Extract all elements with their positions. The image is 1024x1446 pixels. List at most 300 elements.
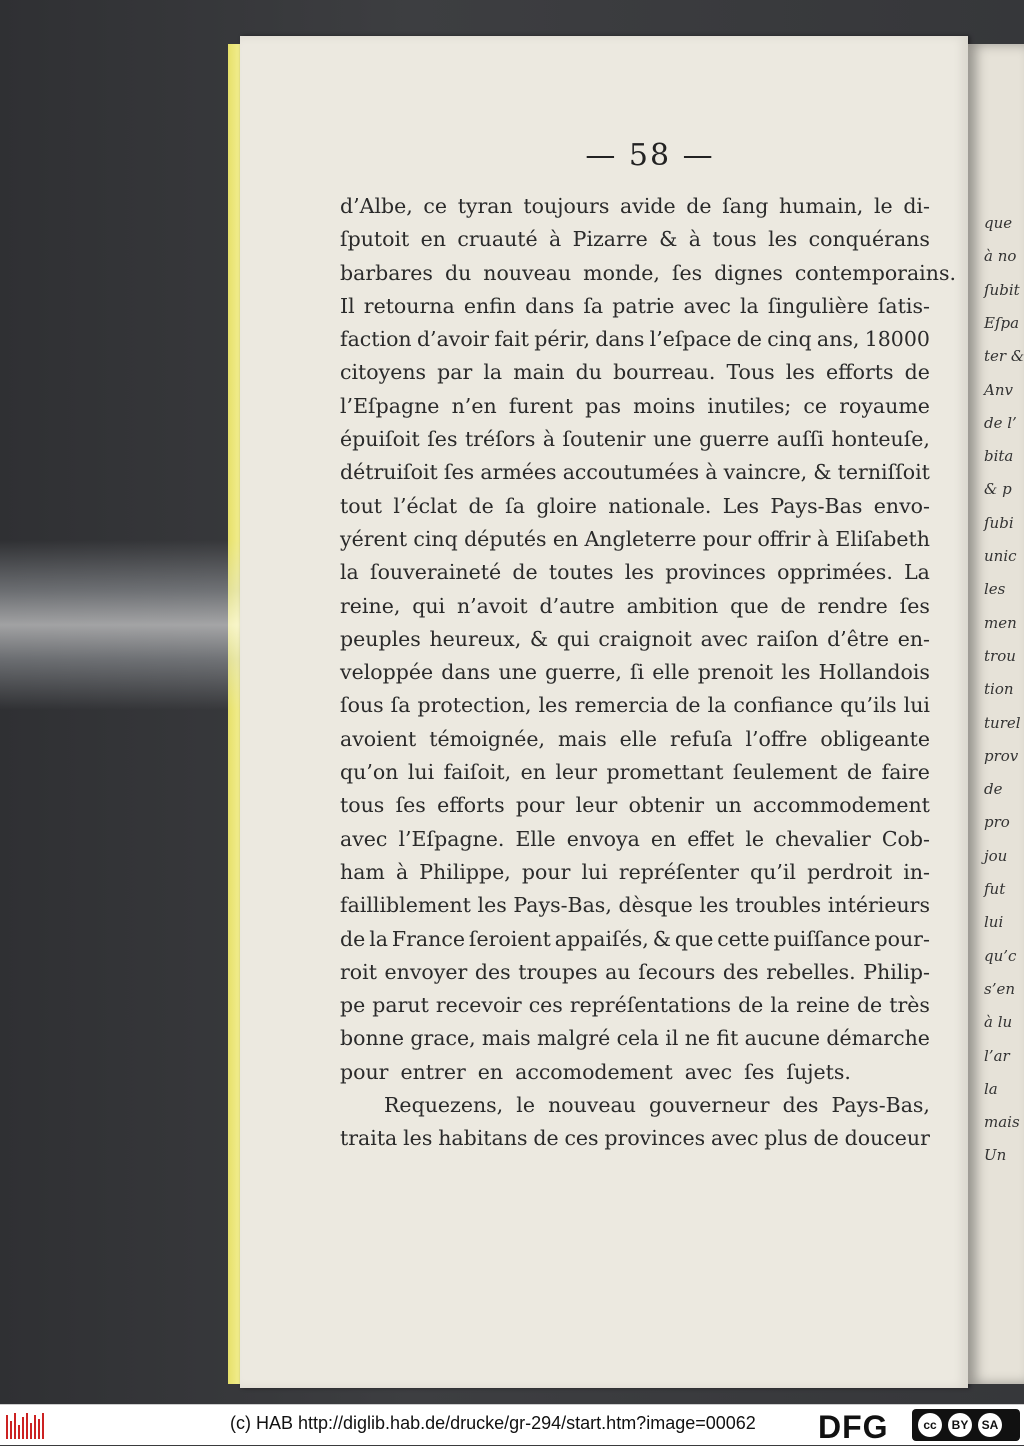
word: plus bbox=[764, 1126, 808, 1151]
word: cinq bbox=[413, 526, 458, 551]
facing-page-fragment: Eſpa bbox=[984, 313, 1020, 332]
word: dans bbox=[595, 327, 645, 352]
word: le bbox=[745, 826, 765, 851]
word: témoignée, bbox=[429, 726, 546, 751]
word: bonne bbox=[340, 1026, 405, 1051]
text-line bbox=[340, 1056, 930, 1089]
word: Pays-Bas bbox=[770, 493, 863, 518]
word: l’eſpace bbox=[649, 327, 732, 352]
word: de bbox=[512, 560, 538, 585]
word: envoyer bbox=[384, 959, 468, 984]
word: épuiſoit bbox=[340, 427, 420, 452]
word: intérieurs bbox=[827, 893, 930, 918]
word: ſes bbox=[744, 1059, 775, 1084]
word: ſes bbox=[443, 460, 475, 485]
word: main bbox=[513, 360, 565, 385]
word: n’en bbox=[451, 393, 497, 418]
word: la bbox=[483, 360, 503, 385]
facing-page-fragment: l’ar bbox=[984, 1046, 1010, 1065]
word: que bbox=[730, 593, 769, 618]
word: Philippe, bbox=[419, 859, 511, 884]
word: des bbox=[722, 959, 759, 984]
word: de bbox=[533, 1126, 559, 1151]
page-body-text bbox=[340, 190, 956, 1156]
text-line bbox=[340, 590, 930, 623]
word: accommodement bbox=[752, 793, 930, 818]
word: remercia bbox=[574, 693, 669, 718]
word: fit bbox=[716, 1026, 739, 1051]
page-number: — 58 — bbox=[585, 138, 715, 173]
word: aucune bbox=[744, 1026, 821, 1051]
word: di- bbox=[903, 194, 930, 218]
word: conquérans bbox=[808, 227, 930, 252]
word: avec bbox=[700, 626, 748, 651]
word: pe bbox=[340, 993, 366, 1018]
word: ſecours bbox=[638, 959, 716, 984]
word: citoyens bbox=[340, 360, 427, 385]
word: d’être bbox=[827, 626, 890, 651]
word: en bbox=[477, 1059, 504, 1084]
word: prenoit bbox=[697, 660, 774, 685]
word: douceur bbox=[844, 1126, 930, 1151]
word: cinq bbox=[767, 327, 812, 352]
word: reine bbox=[796, 993, 850, 1018]
word: détruiſoit bbox=[340, 460, 438, 485]
word: députés bbox=[464, 526, 547, 551]
text-line bbox=[340, 789, 930, 822]
word: à bbox=[688, 227, 701, 252]
word: roit bbox=[340, 959, 377, 984]
word: dans bbox=[525, 293, 575, 318]
word: à bbox=[705, 460, 718, 485]
text-line bbox=[340, 1122, 930, 1155]
word: faction bbox=[340, 327, 412, 352]
text-line bbox=[340, 656, 930, 689]
word: pour- bbox=[874, 926, 930, 951]
word: elle bbox=[619, 726, 658, 751]
word: du bbox=[444, 260, 472, 285]
word: rebelles. bbox=[766, 959, 856, 984]
word: habitans bbox=[438, 1126, 528, 1151]
word: ces bbox=[528, 993, 563, 1018]
word: tréſors bbox=[464, 427, 536, 452]
dfg-logo[interactable]: DFG bbox=[818, 1409, 889, 1445]
text-line bbox=[340, 356, 930, 389]
word: ſes bbox=[899, 593, 930, 618]
word: d’autre bbox=[539, 593, 615, 618]
word: terniſſoit bbox=[837, 460, 930, 485]
word: perdroit bbox=[807, 859, 893, 884]
word: lui bbox=[903, 693, 930, 718]
word: & bbox=[529, 626, 549, 651]
cc-license-badge[interactable] bbox=[912, 1409, 1020, 1441]
word: pas bbox=[585, 393, 622, 418]
text-line bbox=[340, 556, 930, 589]
facing-page-fragment: s’en bbox=[984, 979, 1016, 998]
facing-page-fragment: ſubi bbox=[984, 513, 1014, 532]
word: accomodement bbox=[515, 1059, 673, 1084]
facing-page-fragment: fut bbox=[984, 880, 1006, 898]
text-line bbox=[340, 689, 930, 722]
word: avec bbox=[711, 1126, 759, 1151]
word: les bbox=[699, 893, 729, 918]
word: en bbox=[520, 760, 546, 785]
word: 18000 bbox=[864, 327, 930, 352]
facing-page-fragment: la bbox=[984, 1079, 998, 1098]
facing-page-fragment: & p bbox=[984, 480, 1012, 499]
facing-page-fragment: les bbox=[984, 580, 1006, 599]
word: le bbox=[516, 1093, 535, 1118]
word: ſujets. bbox=[786, 1059, 851, 1084]
word: un bbox=[715, 793, 742, 818]
word: troupes bbox=[518, 959, 598, 984]
word: pour bbox=[515, 793, 565, 818]
word: humain, bbox=[778, 194, 864, 218]
word: les bbox=[538, 693, 568, 718]
word: ſes bbox=[395, 793, 426, 818]
word: les bbox=[785, 360, 815, 385]
word: ſeulement bbox=[732, 760, 838, 785]
text-line bbox=[340, 723, 930, 756]
facing-page-fragment: turel bbox=[984, 713, 1021, 732]
facing-page-fragment: à lu bbox=[984, 1013, 1013, 1032]
text-line bbox=[340, 956, 930, 989]
word: ſang bbox=[722, 194, 769, 218]
word: leur bbox=[575, 793, 618, 818]
word: provinces bbox=[604, 1126, 706, 1151]
word: de bbox=[856, 993, 883, 1018]
word: leur bbox=[555, 760, 598, 785]
word: chevalier bbox=[775, 826, 871, 851]
word: offrir bbox=[757, 526, 811, 551]
facing-page-fragment: tion bbox=[984, 680, 1014, 699]
word: périr, bbox=[534, 327, 590, 352]
word: reine, bbox=[340, 593, 401, 618]
word: l’Eſpagne. bbox=[398, 826, 505, 851]
word: toutes bbox=[548, 560, 614, 585]
word: confiance bbox=[733, 693, 834, 718]
word: efforts bbox=[437, 793, 505, 818]
facing-page-fragment: Un bbox=[984, 1146, 1007, 1165]
word: armées bbox=[480, 460, 557, 485]
word: recevoir bbox=[435, 993, 522, 1018]
word: les bbox=[403, 1126, 433, 1151]
word: appaiſés, bbox=[554, 926, 649, 951]
facing-page-fragment: men bbox=[984, 613, 1017, 632]
word: la bbox=[739, 293, 759, 318]
text-line bbox=[340, 423, 930, 456]
text-line bbox=[340, 223, 930, 256]
word: Les bbox=[722, 493, 760, 518]
word: accoutumées bbox=[562, 460, 700, 485]
word: Il bbox=[340, 293, 355, 318]
word: d’avoir bbox=[416, 327, 490, 352]
word: dans bbox=[441, 660, 491, 685]
word: n’avoit bbox=[456, 593, 528, 618]
word: repréſentations bbox=[569, 993, 732, 1018]
word: & bbox=[813, 460, 832, 485]
word: Pizarre bbox=[572, 227, 648, 252]
word: rendre bbox=[817, 593, 888, 618]
word: de bbox=[738, 993, 764, 1018]
word: mais bbox=[481, 1026, 531, 1051]
word: guerre, bbox=[545, 660, 622, 685]
text-line bbox=[340, 323, 930, 356]
word: Angleterre bbox=[584, 526, 697, 551]
word: en bbox=[420, 227, 447, 252]
word: promettant bbox=[606, 760, 724, 785]
word: barbares bbox=[340, 260, 433, 285]
facing-page-fragment: unic bbox=[984, 547, 1017, 565]
facing-page-edge bbox=[968, 44, 1024, 1384]
word: la bbox=[369, 926, 388, 951]
word: honteuſe, bbox=[831, 427, 930, 452]
word: ambition bbox=[626, 593, 719, 618]
citation-link[interactable]: (c) HAB http://diglib.hab.de/drucke/gr-294/start.htm?image=00062 bbox=[230, 1413, 756, 1433]
word: toujours bbox=[523, 194, 610, 218]
facing-page-fragment: Anv bbox=[984, 380, 1013, 399]
word: envoya bbox=[566, 826, 640, 851]
word: les bbox=[781, 660, 811, 685]
word: Cob- bbox=[881, 826, 930, 851]
word: très bbox=[889, 993, 930, 1018]
word: démarche bbox=[826, 1026, 930, 1051]
word: troubles bbox=[735, 893, 822, 918]
word: cela bbox=[616, 1026, 659, 1051]
word: ſputoit bbox=[340, 227, 410, 252]
word: obligeante bbox=[820, 726, 930, 751]
word: tous bbox=[712, 227, 757, 252]
word: l’Eſpagne bbox=[340, 393, 440, 418]
word: gloire bbox=[536, 493, 597, 518]
word: contemporains. bbox=[794, 260, 956, 285]
word: les bbox=[768, 227, 798, 252]
word: il bbox=[665, 1026, 679, 1051]
word: in- bbox=[903, 859, 930, 884]
word: & bbox=[652, 926, 671, 951]
facing-page-fragment: qu’c bbox=[984, 946, 1017, 965]
word: ſoutenir bbox=[562, 427, 646, 452]
word: ans, bbox=[816, 327, 860, 352]
word: parut bbox=[372, 993, 429, 1018]
word: Pays-Bas, bbox=[513, 893, 612, 918]
word: Hollandois bbox=[818, 660, 930, 685]
text-line bbox=[340, 823, 930, 856]
hab-logo-icon[interactable] bbox=[6, 1411, 46, 1439]
viewer-footer bbox=[0, 1404, 1024, 1445]
word: tous bbox=[340, 793, 385, 818]
sa-icon: SA bbox=[978, 1413, 1002, 1437]
word: qu’il bbox=[750, 859, 796, 884]
word: de bbox=[675, 693, 701, 718]
word: ſingulière bbox=[767, 293, 869, 318]
word: d’Albe, bbox=[340, 194, 413, 218]
word: qu’on bbox=[340, 760, 399, 785]
facing-page-fragment: pro bbox=[984, 813, 1010, 832]
word: tout bbox=[340, 493, 383, 518]
word: avide bbox=[620, 194, 676, 218]
word: pour bbox=[521, 859, 571, 884]
word: de bbox=[736, 327, 762, 352]
word: par bbox=[437, 360, 473, 385]
word: provinces bbox=[665, 560, 766, 585]
word: craignoit bbox=[598, 626, 692, 651]
word: en- bbox=[897, 626, 930, 651]
word: entrer bbox=[400, 1059, 466, 1084]
word: de bbox=[846, 760, 873, 785]
word: retourna bbox=[363, 293, 455, 318]
word: faiſoit, bbox=[443, 760, 512, 785]
text-line bbox=[340, 1089, 930, 1122]
word: en bbox=[650, 826, 677, 851]
facing-page-fragment: de bbox=[984, 780, 1003, 799]
word: en bbox=[552, 526, 579, 551]
word: le bbox=[873, 194, 893, 218]
word: de bbox=[904, 360, 930, 385]
word: inutiles; bbox=[707, 393, 792, 418]
word: fait bbox=[494, 327, 529, 352]
word: faire bbox=[881, 760, 930, 785]
word: qui bbox=[412, 593, 446, 618]
word: Requezens, bbox=[384, 1093, 504, 1118]
word: ſeroient bbox=[468, 926, 551, 951]
word: Eliſabeth bbox=[835, 526, 930, 551]
word: tyran bbox=[457, 194, 513, 218]
word: La bbox=[904, 560, 930, 585]
word: furent bbox=[508, 393, 573, 418]
word: raiſon bbox=[756, 626, 819, 651]
word: monde, bbox=[583, 260, 660, 285]
word: au bbox=[605, 959, 631, 984]
word: de bbox=[468, 493, 494, 518]
facing-page-fragment: trou bbox=[984, 646, 1016, 665]
word: ham bbox=[340, 859, 385, 884]
word: pour bbox=[340, 1059, 389, 1084]
word: ſous bbox=[340, 693, 384, 718]
text-line bbox=[340, 623, 930, 656]
word: lui bbox=[407, 760, 435, 785]
word: envo- bbox=[873, 493, 930, 518]
word: à bbox=[816, 526, 830, 551]
text-line bbox=[340, 1022, 930, 1055]
facing-page-fragment: jou bbox=[984, 846, 1008, 865]
word: vaincre, bbox=[723, 460, 808, 485]
facing-page-fragment: prov bbox=[984, 746, 1019, 765]
word: dèsque bbox=[618, 893, 693, 918]
word: moins bbox=[633, 393, 696, 418]
word: de bbox=[780, 593, 806, 618]
cc-icon: cc bbox=[918, 1413, 942, 1437]
word: qu’ils bbox=[840, 693, 897, 718]
word: ſa bbox=[390, 693, 411, 718]
facing-page-fragment: lui bbox=[984, 913, 1004, 932]
text-line bbox=[340, 523, 930, 556]
text-line bbox=[340, 989, 930, 1022]
facing-page-fragment: que bbox=[984, 214, 1013, 232]
word: malgré bbox=[536, 1026, 611, 1051]
word: puiſſance bbox=[773, 926, 871, 951]
word: patrie bbox=[612, 293, 675, 318]
word: du bbox=[575, 360, 602, 385]
word: de bbox=[340, 926, 366, 951]
word: repréſenter bbox=[618, 859, 739, 884]
word: ſi bbox=[629, 660, 645, 685]
facing-page-fragment: bita bbox=[984, 447, 1014, 466]
facing-page-fragment: mais bbox=[984, 1113, 1020, 1132]
word: ces bbox=[564, 1126, 599, 1151]
word: mais bbox=[557, 726, 607, 751]
word: une bbox=[498, 660, 537, 685]
word: traita bbox=[340, 1126, 398, 1151]
word: & bbox=[659, 227, 678, 252]
word: cette bbox=[717, 926, 770, 951]
word: nationale. bbox=[608, 493, 712, 518]
word: nouveau bbox=[483, 260, 572, 285]
word: avec bbox=[684, 1059, 733, 1084]
text-line bbox=[340, 190, 930, 223]
word: failliblement bbox=[340, 893, 471, 918]
word: des bbox=[474, 959, 511, 984]
text-line bbox=[340, 756, 930, 789]
word: la bbox=[707, 693, 727, 718]
word: ne bbox=[684, 1026, 711, 1051]
text-line bbox=[340, 257, 956, 290]
word: France bbox=[391, 926, 465, 951]
word: refuſa bbox=[670, 726, 733, 751]
text-line bbox=[340, 390, 930, 423]
word: veloppée bbox=[340, 660, 434, 685]
word: avec bbox=[340, 826, 388, 851]
text-line bbox=[340, 490, 930, 523]
word: une bbox=[653, 427, 692, 452]
word: ce bbox=[803, 393, 828, 418]
word: Philip- bbox=[863, 959, 930, 984]
word: cruauté bbox=[457, 227, 538, 252]
word: opprimées. bbox=[777, 560, 893, 585]
word: auſſi bbox=[776, 427, 824, 452]
word: peuples bbox=[340, 626, 421, 651]
word: bourreau. bbox=[613, 360, 716, 385]
text-line bbox=[340, 889, 930, 922]
word: ſatis- bbox=[877, 293, 930, 318]
text-line bbox=[340, 290, 930, 323]
word: l’éclat bbox=[393, 493, 458, 518]
word: pour bbox=[702, 526, 752, 551]
text-line bbox=[340, 856, 930, 889]
word: heureux, bbox=[429, 626, 522, 651]
word: guerre bbox=[699, 427, 770, 452]
word: de bbox=[686, 194, 712, 218]
word: que bbox=[674, 926, 714, 951]
word: royaume bbox=[839, 393, 930, 418]
word: la bbox=[340, 560, 359, 585]
facing-page-fragment: ter & bbox=[984, 347, 1024, 366]
by-icon: BY bbox=[948, 1413, 972, 1437]
text-line bbox=[340, 923, 930, 956]
word: l’offre bbox=[745, 726, 808, 751]
facing-page-fragment: ſubit bbox=[984, 280, 1020, 299]
word: ſouveraineté bbox=[370, 560, 502, 585]
word: à bbox=[549, 227, 562, 252]
word: avec bbox=[683, 293, 731, 318]
word: Pays-Bas, bbox=[831, 1093, 930, 1118]
word: Elle bbox=[515, 826, 556, 851]
word: grace, bbox=[410, 1026, 476, 1051]
word: ſa bbox=[505, 493, 525, 518]
word: Tous bbox=[726, 360, 775, 385]
word: la bbox=[770, 993, 790, 1018]
word: effet bbox=[687, 826, 735, 851]
